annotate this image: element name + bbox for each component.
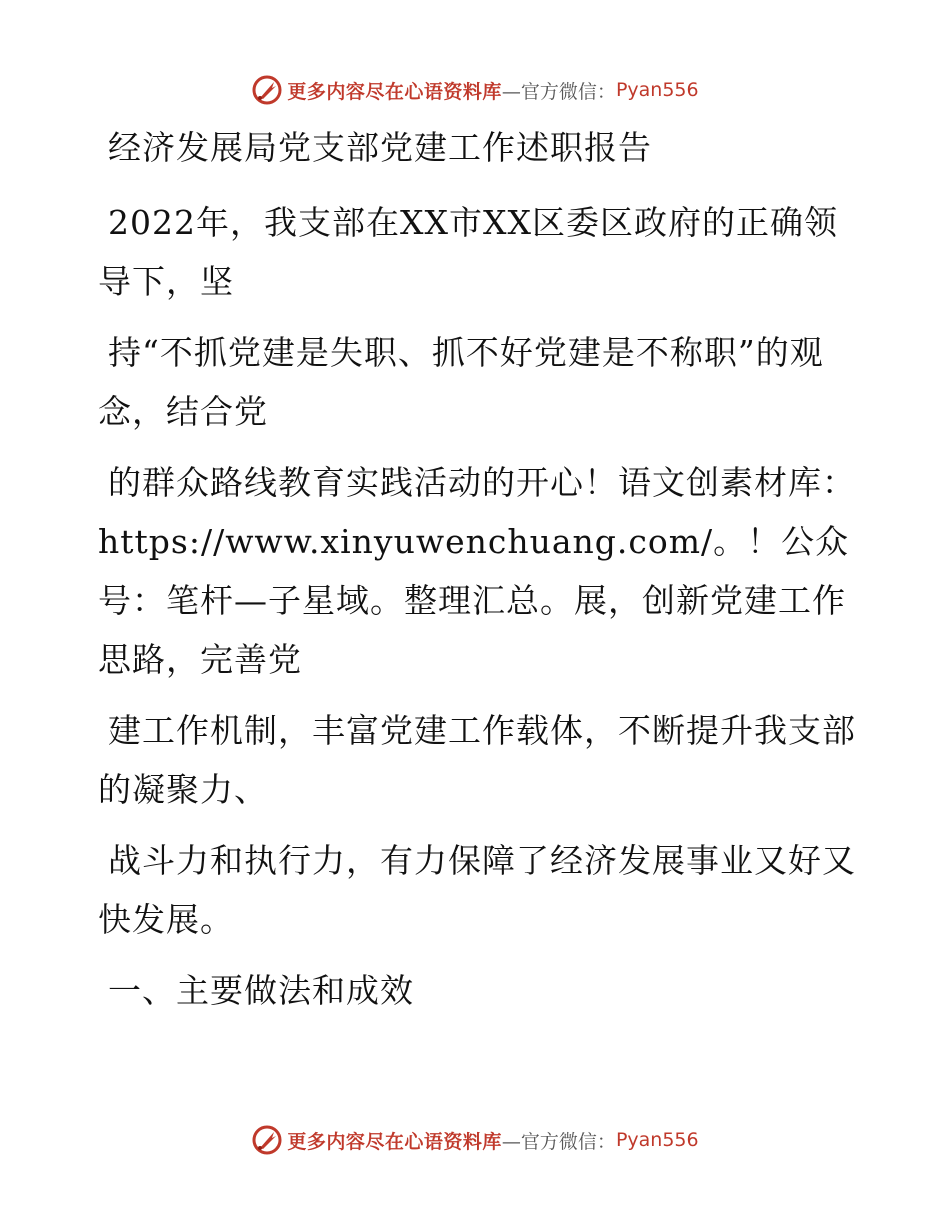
- paragraph-5: 战斗力和执行力，有力保障了经济发展事业又好又快发展。: [98, 841, 856, 939]
- section-heading: 一、主要做法和成效: [108, 971, 414, 1010]
- watermark-id: Pyan556: [615, 79, 699, 101]
- document-body: [98, 118, 858, 1032]
- paragraph-4: 建工作机制，丰富党建工作载体，不断提升我支部的凝聚力、: [98, 711, 856, 809]
- footer-watermark: [0, 1120, 950, 1160]
- watermark-sub-text: —官方微信：: [501, 80, 616, 103]
- document-title: 经济发展局党支部党建工作述职报告: [108, 128, 652, 167]
- watermark-main-text: 更多内容尽在心语资料库: [287, 80, 502, 103]
- paragraph-1: 2022年，我支部在XX市XX区委区政府的正确领导下，坚: [98, 203, 838, 301]
- quill-logo-icon: [251, 1124, 283, 1156]
- quill-logo-icon: [251, 74, 283, 106]
- paragraph-2: 持“不抓党建是失职、抓不好党建是不称职”的观念，结合党: [98, 333, 824, 431]
- watermark-id: Pyan556: [615, 1129, 699, 1151]
- watermark-main-text: 更多内容尽在心语资料库: [287, 1130, 502, 1153]
- header-watermark: [0, 70, 950, 110]
- paragraph-3: 的群众路线教育实践活动的开心！语文创素材库：https://www.xinyuwenchuang.com/。！公众号：笔杆—子星域。整理汇总。展，创新党建工作思路，完善党: [98, 463, 856, 679]
- watermark-sub-text: —官方微信：: [501, 1130, 616, 1153]
